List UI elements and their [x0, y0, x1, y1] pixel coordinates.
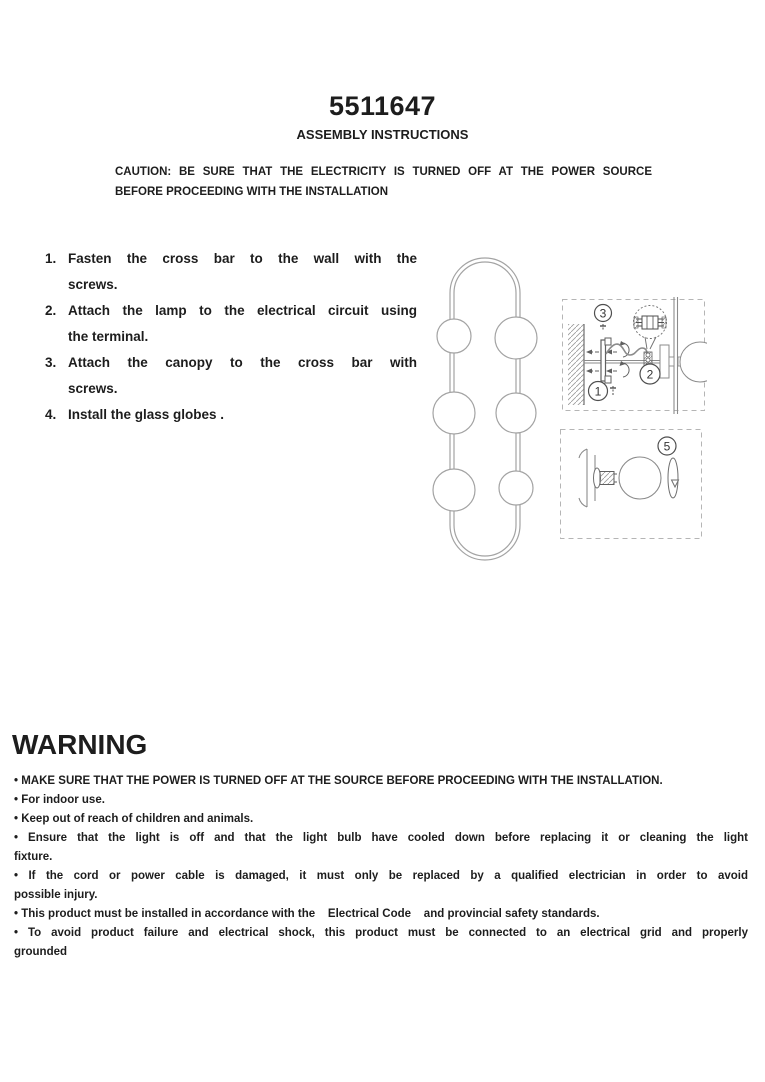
instruction-line: the terminal.	[68, 329, 149, 344]
threaded-socket	[600, 472, 614, 485]
callout-3	[595, 305, 612, 332]
instruction-item	[45, 350, 417, 402]
cross-bar-eyelet	[605, 338, 611, 345]
caution-line: CAUTION: BE SURE THAT THE ELECTRICITY IS TURNED OFF AT THE POWER SOURCE	[115, 166, 652, 178]
instruction-line: Install the glass globes .	[68, 407, 225, 422]
warning-list	[14, 772, 748, 962]
doc-subtitle: ASSEMBLY INSTRUCTIONS	[296, 127, 469, 142]
warning-item	[14, 810, 748, 829]
socket-flange	[594, 468, 601, 488]
arm-section	[579, 449, 595, 507]
canopy	[660, 345, 669, 378]
warning-line: possible injury.	[14, 889, 98, 901]
instruction-item	[45, 298, 417, 350]
caution-line: BEFORE PROCEEDING WITH THE INSTALLATION	[115, 186, 389, 198]
instruction-line: Attach the lamp to the electrical circuit using	[68, 303, 417, 318]
instruction-number: 1.	[45, 251, 57, 266]
instruction-number: 4.	[45, 407, 57, 422]
warning-line: • MAKE SURE THAT THE POWER IS TURNED OFF AT THE SOURCE BEFORE PROCEEDING WITH THE INSTALLATION.	[14, 775, 663, 787]
warning-heading: WARNING	[12, 729, 148, 760]
globe	[495, 317, 537, 359]
callout-1	[589, 382, 617, 401]
wire	[606, 344, 647, 355]
warning-line: • If the cord or power cable is damaged, it must only be replaced by a qualified electrician in order to avoid	[14, 870, 748, 882]
warning-line: • This product must be installed in accordance with the Electrical Code and provincial safety standards.	[14, 908, 600, 920]
warning-line: • Keep out of reach of children and animals.	[14, 813, 254, 825]
callout-2-label: 2	[646, 367, 654, 382]
warning-line: • For indoor use.	[14, 794, 105, 806]
warning-line: fixture.	[14, 851, 53, 863]
instruction-number: 2.	[45, 303, 57, 318]
globe	[619, 457, 661, 499]
instruction-number: 3.	[45, 355, 57, 370]
instruction-line: Fasten the cross bar to the wall with the	[68, 251, 417, 266]
warning-item	[14, 772, 748, 791]
instruction-line: screws.	[68, 381, 118, 396]
warning-line: grounded	[14, 946, 68, 958]
warning-item	[14, 791, 748, 810]
callout-5	[658, 437, 676, 455]
instruction-line: screws.	[68, 277, 118, 292]
globe	[433, 469, 475, 511]
globe	[437, 319, 471, 353]
rotate-arrow-icon	[668, 458, 679, 498]
warning-item	[14, 905, 748, 924]
globe	[496, 393, 536, 433]
warning-item	[14, 867, 748, 905]
warning-item	[14, 924, 748, 962]
terminal-zoom-balloon	[634, 306, 667, 350]
lamp-line-drawing	[428, 250, 538, 568]
cross-bar	[601, 340, 606, 381]
warning-item	[14, 829, 748, 867]
caution-paragraph	[115, 162, 652, 202]
instruction-line: Attach the canopy to the cross bar with	[68, 355, 417, 370]
product-number: 5511647	[328, 91, 437, 121]
instruction-item	[45, 402, 417, 428]
wall-hatch	[568, 324, 584, 405]
instruction-list	[45, 246, 417, 428]
callout-5-label: 5	[663, 439, 671, 454]
globe	[680, 342, 707, 382]
mounting-detail-diagram	[561, 297, 707, 414]
globe-install-diagram	[559, 428, 704, 540]
globe	[433, 392, 475, 434]
cross-bar-eyelet	[605, 376, 611, 383]
globe	[499, 471, 533, 505]
warning-line: • To avoid product failure and electrical shock, this product must be connected to an electrical grid and properly	[14, 927, 748, 939]
instruction-item	[45, 246, 417, 298]
warning-line: • Ensure that the light is off and that the light bulb have cooled down before replacing it or cleaning the light	[14, 832, 748, 844]
callout-2	[640, 364, 660, 384]
callout-1-label: 1	[594, 384, 602, 399]
callout-3-label: 3	[599, 306, 607, 321]
